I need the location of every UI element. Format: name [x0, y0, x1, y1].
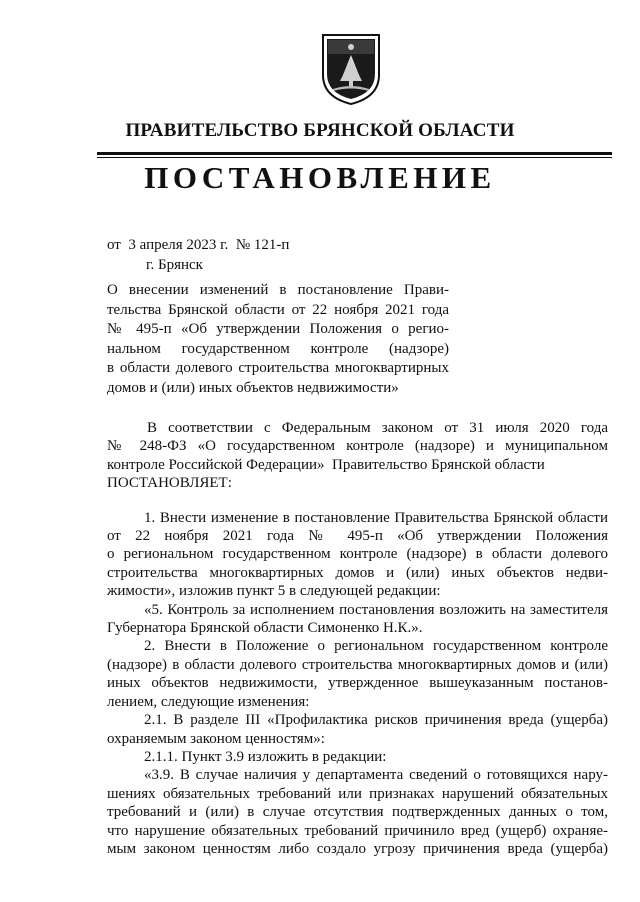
- body-line: контроле Российской Федерации» Правительство Брянской области: [107, 456, 545, 473]
- body-line: ПОСТАНОВЛЯЕТ:: [107, 475, 232, 492]
- document-type-title: ПОСТАНОВЛЕНИЕ: [144, 160, 496, 195]
- body-line: о региональном государственном контроле (надзоре) в области долевого: [107, 546, 608, 563]
- item-2-1-paragraph: [107, 711, 608, 748]
- document-body: [107, 419, 608, 858]
- body-line: 1. Внести изменение в постановление Правительства Брянской области: [144, 509, 608, 526]
- body-line: (надзоре) в области долевого строительства многоквартирных домов и (или): [107, 656, 608, 673]
- subject-line: О внесении изменений в постановление Прави-: [107, 282, 449, 298]
- coat-of-arms-icon: [319, 31, 383, 107]
- body-line: В соответствии с Федеральным законом от 31 июля 2020 года: [147, 420, 608, 436]
- body-line: 2.1.1. Пункт 3.9 изложить в редакции:: [144, 748, 387, 765]
- body-line: что нарушение обязательных требований причинило вред (ущерб) охраняе-: [107, 822, 608, 839]
- body-line: жимости», изложив пункт 5 в следующей редакции:: [107, 583, 441, 600]
- header-rule-thin: [97, 157, 612, 158]
- body-line: 2.1. В разделе III «Профилактика рисков причинения вреда (ущерба): [144, 712, 608, 729]
- document-date-number: от 3 апреля 2023 г. № 121-п: [107, 237, 290, 253]
- body-line: мым законом ценностям либо создало угрозу причинения вреда (ущерба): [107, 840, 608, 857]
- body-line: 2. Внести в Положение о региональном государственном контроле: [144, 638, 608, 655]
- body-line: № 248-ФЗ «О государственном контроле (надзоре) и муниципальном: [107, 438, 608, 455]
- document-subject: [107, 281, 449, 399]
- item-1-paragraph: [107, 509, 608, 601]
- subject-line: в области долевого строительства многоквартирных: [107, 360, 449, 377]
- item-1-quote: [107, 601, 608, 638]
- body-line: требований и (или) в случае отсутствия подтвержденных данных о том,: [107, 804, 608, 821]
- organization-name: ПРАВИТЕЛЬСТВО БРЯНСКОЙ ОБЛАСТИ: [125, 120, 515, 141]
- body-line: «5. Контроль за исполнением постановления возложить на заместителя: [144, 601, 608, 618]
- item-2-paragraph: [107, 637, 608, 711]
- body-line: лением, следующие изменения:: [107, 693, 310, 710]
- subject-line: тельства Брянской области от 22 ноября 2021 года: [107, 301, 449, 318]
- body-line: строительства многоквартирных домов и (или) иных объектов недви-: [107, 564, 608, 581]
- body-line: охраняемым законом ценностям»:: [107, 730, 325, 747]
- subject-line: домов и (или) иных объектов недвижимости»: [107, 379, 399, 396]
- body-line: иных объектов недвижимости, утвержденное вышеуказанным постанов-: [107, 675, 608, 692]
- subject-line: № 495-п «Об утверждении Положения о регио-: [107, 321, 449, 338]
- item-2-1-1-paragraph: [107, 748, 608, 766]
- subject-line: нальном государственном контроле (надзоре): [107, 340, 449, 357]
- header-rule-thick: [97, 152, 612, 155]
- body-line: «3.9. В случае наличия у департамента сведений о готовящихся нару-: [144, 767, 608, 784]
- preamble-paragraph: [107, 419, 608, 493]
- body-line: шениях обязательных требований или признаках нарушений обязательных: [107, 785, 608, 802]
- body-line: от 22 ноября 2021 года № 495-п «Об утверждении Положения: [107, 528, 608, 545]
- document-city: г. Брянск: [146, 257, 203, 273]
- item-3-9-paragraph: [107, 766, 608, 858]
- body-line: Губернатора Брянской области Симоненко Н.К.».: [107, 620, 423, 637]
